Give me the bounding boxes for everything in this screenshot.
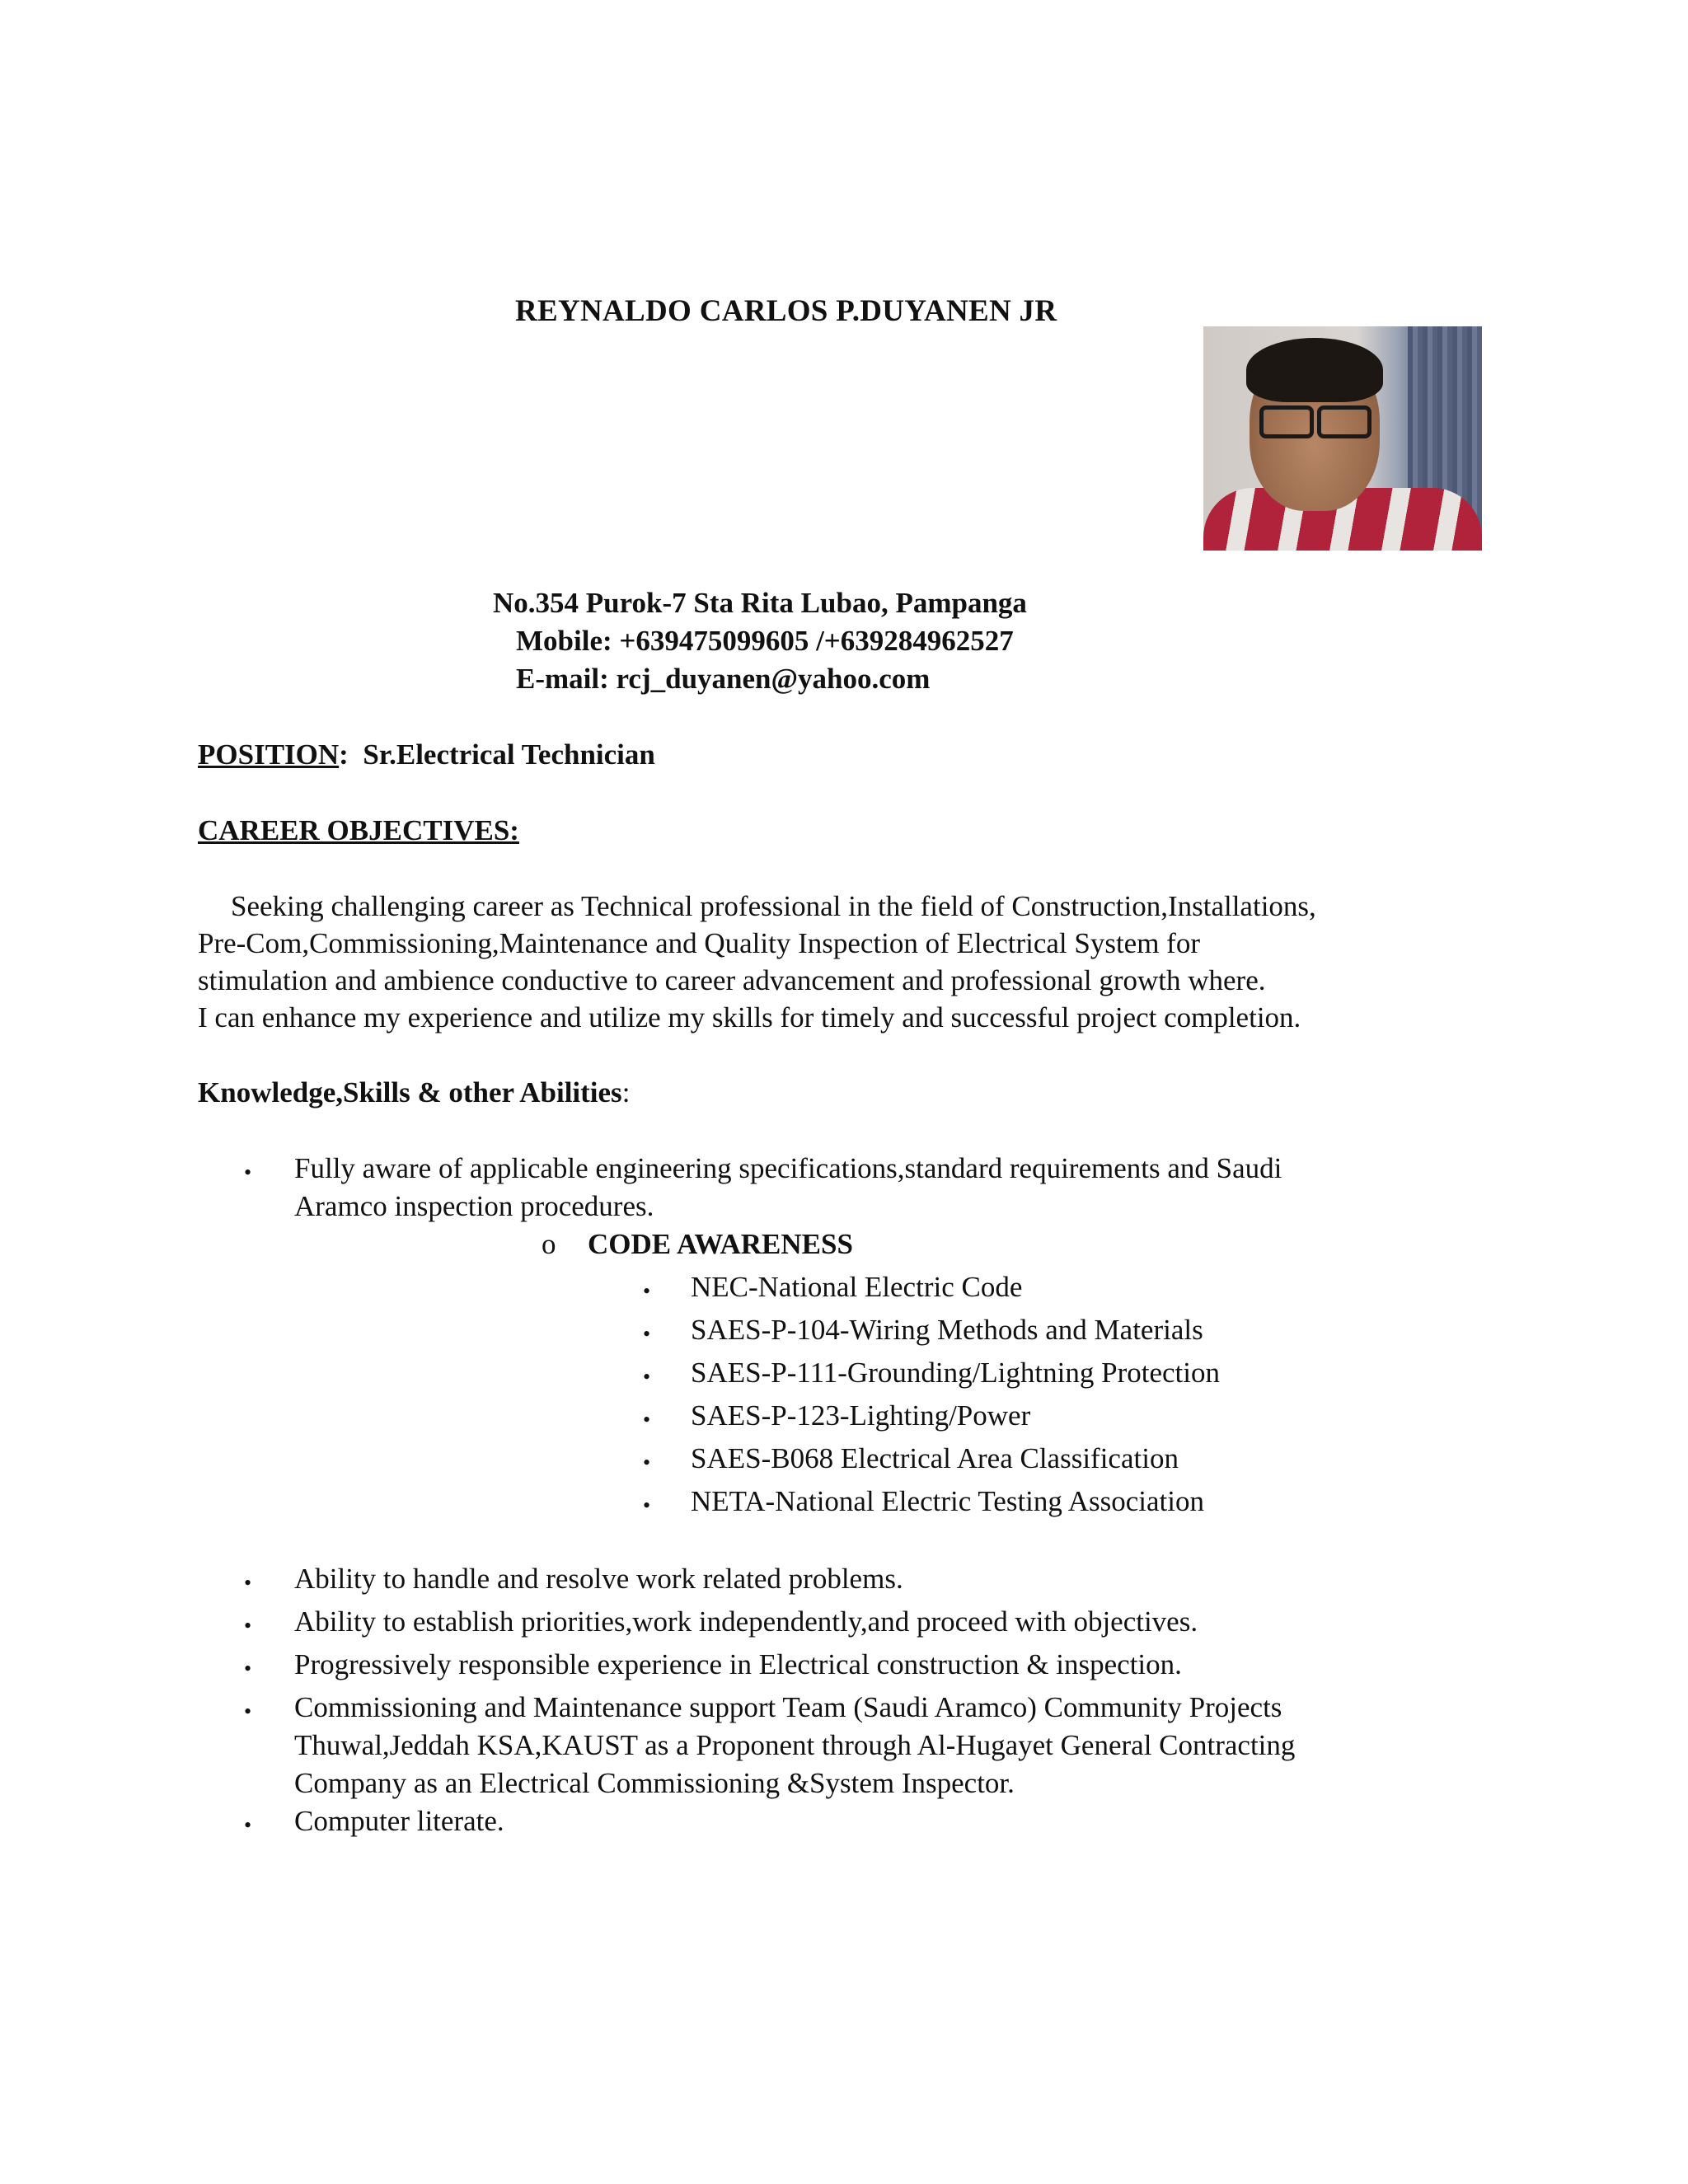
position-label: POSITION (198, 738, 340, 771)
position-value: Sr.Electrical Technician (363, 738, 655, 771)
bullet-icon: • (643, 1279, 651, 1303)
bullet-icon: • (244, 1571, 252, 1595)
address-line: No.354 Purok-7 Sta Rita Lubao, Pampanga (493, 587, 1027, 619)
bullet-icon: • (643, 1322, 651, 1346)
list-item: Aramco inspection procedures. (294, 1190, 654, 1222)
code-item: SAES-P-111-Grounding/Lightning Protection (691, 1357, 1220, 1389)
skills-heading: Knowledge,Skills & other Abilities (198, 1076, 622, 1108)
career-line: I can enhance my experience and utilize my skills for timely and successful project completion. (198, 1001, 1301, 1033)
list-item: Progressively responsible experience in Electrical construction & inspection. (294, 1648, 1182, 1680)
code-item: SAES-P-104-Wiring Methods and Materials (691, 1314, 1203, 1346)
code-item: NETA-National Electric Testing Association (691, 1485, 1204, 1517)
code-awareness-heading: CODE AWARENESS (588, 1228, 853, 1260)
list-item: Ability to establish priorities,work independently,and proceed with objectives. (294, 1605, 1198, 1638)
bullet-icon: • (244, 1699, 252, 1723)
list-item: Ability to handle and resolve work related problems. (294, 1563, 903, 1595)
code-item: NEC-National Electric Code (691, 1271, 1023, 1303)
code-item: SAES-P-123-Lighting/Power (691, 1399, 1031, 1432)
skills-heading-row (198, 1076, 630, 1109)
code-item: SAES-B068 Electrical Area Classification (691, 1442, 1179, 1474)
skills-colon: : (621, 1076, 631, 1108)
bullet-icon: • (244, 1160, 252, 1184)
sub-bullet-icon: o (542, 1228, 556, 1260)
mobile-line: Mobile: +639475099605 /+639284962527 (516, 625, 1014, 657)
bullet-icon: • (244, 1614, 252, 1638)
career-line: Pre-Com,Commissioning,Maintenance and Quality Inspection of Electrical System for (198, 927, 1200, 959)
email-line: E-mail: rcj_duyanen@yahoo.com (516, 663, 931, 695)
photo-hair (1246, 338, 1383, 402)
career-line: stimulation and ambience conductive to career advancement and professional growth where. (198, 964, 1266, 996)
list-item: Commissioning and Maintenance support Team (Saudi Aramco) Community Projects (294, 1691, 1282, 1723)
bullet-icon: • (643, 1493, 651, 1517)
bullet-icon: • (244, 1657, 252, 1680)
list-item: Computer literate. (294, 1805, 504, 1837)
photo-glasses (1259, 405, 1372, 434)
position-sep: : (339, 738, 349, 771)
bullet-icon: • (643, 1408, 651, 1432)
bullet-icon: • (643, 1365, 651, 1389)
career-heading: CAREER OBJECTIVES: (198, 814, 519, 846)
profile-photo (1203, 326, 1482, 551)
position-row (198, 738, 655, 771)
list-item: Fully aware of applicable engineering specifications,standard requirements and Saudi (294, 1152, 1282, 1184)
applicant-name: REYNALDO CARLOS P.DUYANEN JR (515, 294, 1057, 328)
bullet-icon: • (643, 1451, 651, 1474)
list-item: Thuwal,Jeddah KSA,KAUST as a Proponent through Al-Hugayet General Contracting (294, 1729, 1296, 1761)
career-line: Seeking challenging career as Technical professional in the field of Construction,Installations, (231, 890, 1316, 922)
list-item: Company as an Electrical Commissioning &System Inspector. (294, 1767, 1015, 1799)
bullet-icon: • (244, 1813, 252, 1837)
